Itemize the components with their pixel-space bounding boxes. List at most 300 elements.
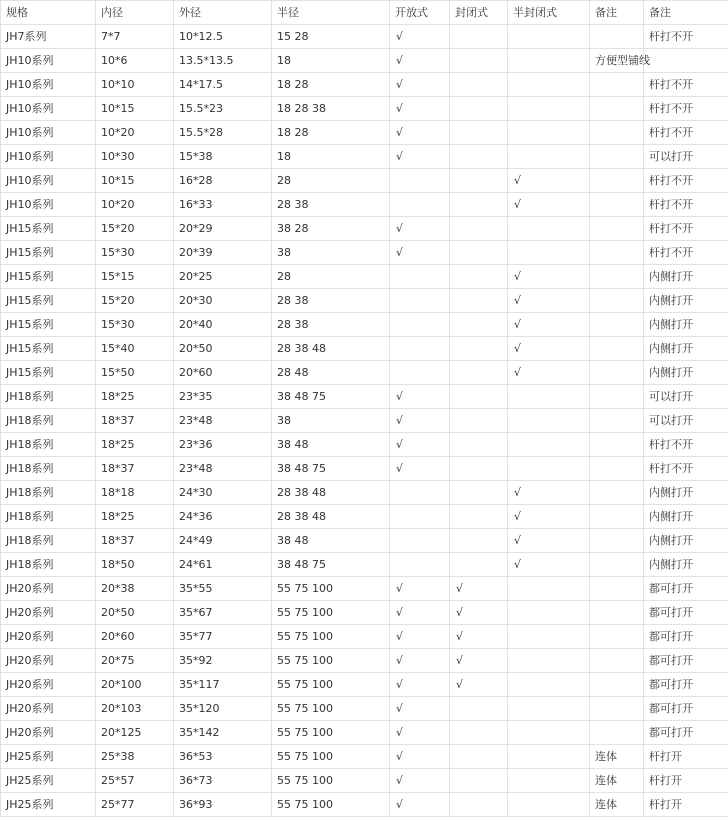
cell-spec: JH10系列 [1, 97, 96, 121]
cell-remark-2: 杆打不开 [644, 169, 728, 193]
cell-remark-2 [644, 49, 728, 73]
cell-remark-2: 内侧打开 [644, 529, 728, 553]
cell-remark-1 [590, 457, 644, 481]
cell-remark-1 [590, 337, 644, 361]
cell-closed-type [450, 529, 508, 553]
cell-inner-diameter: 15*20 [96, 217, 174, 241]
table-row [1, 49, 728, 73]
cell-open-type [390, 505, 450, 529]
cell-outer-diameter: 24*30 [174, 481, 272, 505]
cell-inner-diameter: 18*37 [96, 409, 174, 433]
cell-semi-closed-type: √ [508, 553, 590, 577]
cell-radius: 38 48 75 [272, 457, 390, 481]
cell-inner-diameter: 10*30 [96, 145, 174, 169]
cell-radius: 38 [272, 241, 390, 265]
cell-open-type [390, 289, 450, 313]
cell-spec: JH15系列 [1, 361, 96, 385]
cell-radius: 55 75 100 [272, 649, 390, 673]
cell-spec: JH25系列 [1, 769, 96, 793]
cell-outer-diameter: 20*25 [174, 265, 272, 289]
cell-remark-2: 内侧打开 [644, 553, 728, 577]
cell-inner-diameter: 15*30 [96, 313, 174, 337]
header-closed-type: 封闭式 [450, 1, 508, 25]
cell-outer-diameter: 35*55 [174, 577, 272, 601]
cell-closed-type [450, 433, 508, 457]
cell-open-type [390, 553, 450, 577]
cell-semi-closed-type [508, 697, 590, 721]
cell-semi-closed-type: √ [508, 193, 590, 217]
cell-remark-1 [590, 601, 644, 625]
cell-open-type: √ [390, 745, 450, 769]
cell-remark-2: 杆打不开 [644, 97, 728, 121]
cell-remark-1 [590, 25, 644, 49]
cell-open-type: √ [390, 409, 450, 433]
table-body [1, 25, 728, 817]
cell-remark-2: 可以打开 [644, 385, 728, 409]
cell-open-type: √ [390, 49, 450, 73]
header-spec: 规格 [1, 1, 96, 25]
cell-spec: JH15系列 [1, 241, 96, 265]
table-row [1, 505, 728, 529]
cell-closed-type [450, 193, 508, 217]
cell-outer-diameter: 35*67 [174, 601, 272, 625]
cell-radius: 18 28 [272, 73, 390, 97]
cell-inner-diameter: 10*15 [96, 169, 174, 193]
cell-open-type: √ [390, 145, 450, 169]
table-row [1, 145, 728, 169]
cell-remark-1 [590, 313, 644, 337]
table-row [1, 337, 728, 361]
table-row [1, 577, 728, 601]
cell-radius: 28 [272, 265, 390, 289]
cell-outer-diameter: 20*30 [174, 289, 272, 313]
cell-outer-diameter: 23*48 [174, 409, 272, 433]
cell-remark-2: 都可打开 [644, 673, 728, 697]
cell-spec: JH20系列 [1, 721, 96, 745]
cell-inner-diameter: 18*37 [96, 529, 174, 553]
cell-open-type [390, 529, 450, 553]
cell-open-type: √ [390, 673, 450, 697]
cell-spec: JH15系列 [1, 265, 96, 289]
cell-radius: 55 75 100 [272, 745, 390, 769]
cell-outer-diameter: 23*36 [174, 433, 272, 457]
cell-open-type: √ [390, 25, 450, 49]
table-row [1, 673, 728, 697]
cell-spec: JH15系列 [1, 313, 96, 337]
cell-remark-1 [590, 481, 644, 505]
table-row [1, 265, 728, 289]
cell-semi-closed-type [508, 601, 590, 625]
cell-remark-1 [590, 193, 644, 217]
cell-remark-2: 内侧打开 [644, 337, 728, 361]
table-row [1, 625, 728, 649]
cell-radius: 28 38 48 [272, 337, 390, 361]
cell-closed-type [450, 49, 508, 73]
cell-outer-diameter: 16*33 [174, 193, 272, 217]
cell-semi-closed-type [508, 745, 590, 769]
cell-remark-1 [590, 409, 644, 433]
cell-semi-closed-type [508, 793, 590, 817]
cell-closed-type [450, 265, 508, 289]
cell-remark-1 [590, 265, 644, 289]
cell-spec: JH18系列 [1, 529, 96, 553]
cell-radius: 28 38 [272, 289, 390, 313]
cell-remark-1 [590, 673, 644, 697]
cell-closed-type [450, 169, 508, 193]
cell-inner-diameter: 20*38 [96, 577, 174, 601]
header-remark-2: 备注 [644, 1, 728, 25]
cell-open-type: √ [390, 649, 450, 673]
cell-outer-diameter: 16*28 [174, 169, 272, 193]
cell-remark-1 [590, 649, 644, 673]
cell-closed-type: √ [450, 673, 508, 697]
cell-remark-2: 内侧打开 [644, 481, 728, 505]
cell-remark-2: 杆打不开 [644, 433, 728, 457]
cell-remark-2: 内侧打开 [644, 265, 728, 289]
cell-outer-diameter: 35*117 [174, 673, 272, 697]
cell-open-type [390, 193, 450, 217]
cell-inner-diameter: 18*50 [96, 553, 174, 577]
cell-remark-1: 连体 [590, 769, 644, 793]
cell-inner-diameter: 20*125 [96, 721, 174, 745]
cell-semi-closed-type [508, 433, 590, 457]
table-row [1, 193, 728, 217]
cell-closed-type [450, 745, 508, 769]
cell-spec: JH15系列 [1, 337, 96, 361]
header-remark-1: 备注 [590, 1, 644, 25]
cell-spec: JH10系列 [1, 145, 96, 169]
cell-remark-1 [590, 361, 644, 385]
cell-open-type: √ [390, 769, 450, 793]
cell-inner-diameter: 18*18 [96, 481, 174, 505]
cell-outer-diameter: 20*60 [174, 361, 272, 385]
cell-remark-2: 内侧打开 [644, 361, 728, 385]
cell-open-type: √ [390, 601, 450, 625]
cell-radius: 38 48 75 [272, 553, 390, 577]
cell-radius: 28 [272, 169, 390, 193]
cell-semi-closed-type [508, 769, 590, 793]
cell-outer-diameter: 35*120 [174, 697, 272, 721]
table-row [1, 433, 728, 457]
cell-inner-diameter: 20*75 [96, 649, 174, 673]
cell-remark-1 [590, 553, 644, 577]
header-outer-diameter: 外径 [174, 1, 272, 25]
header-radius: 半径 [272, 1, 390, 25]
table-row [1, 601, 728, 625]
cell-inner-diameter: 10*6 [96, 49, 174, 73]
cell-spec: JH20系列 [1, 625, 96, 649]
cell-remark-2: 杆打开 [644, 793, 728, 817]
table-row [1, 745, 728, 769]
cell-closed-type [450, 25, 508, 49]
cell-closed-type [450, 553, 508, 577]
cell-outer-diameter: 35*92 [174, 649, 272, 673]
cell-outer-diameter: 23*48 [174, 457, 272, 481]
cell-semi-closed-type [508, 577, 590, 601]
cell-semi-closed-type [508, 649, 590, 673]
cell-semi-closed-type [508, 673, 590, 697]
table-row [1, 73, 728, 97]
cell-spec: JH10系列 [1, 49, 96, 73]
cell-inner-diameter: 15*30 [96, 241, 174, 265]
cell-remark-1: 连体 [590, 745, 644, 769]
cell-closed-type [450, 793, 508, 817]
cell-remark-1 [590, 505, 644, 529]
cell-closed-type: √ [450, 625, 508, 649]
cell-spec: JH18系列 [1, 457, 96, 481]
cell-remark-1 [590, 73, 644, 97]
cell-remark-2: 杆打不开 [644, 241, 728, 265]
cell-radius: 38 48 75 [272, 385, 390, 409]
cell-closed-type [450, 289, 508, 313]
cell-semi-closed-type [508, 73, 590, 97]
cell-outer-diameter: 36*93 [174, 793, 272, 817]
cell-open-type: √ [390, 241, 450, 265]
cell-semi-closed-type [508, 25, 590, 49]
cell-semi-closed-type: √ [508, 337, 590, 361]
cell-inner-diameter: 18*37 [96, 457, 174, 481]
cell-remark-1 [590, 97, 644, 121]
cell-remark-2: 内侧打开 [644, 313, 728, 337]
cell-closed-type [450, 313, 508, 337]
header-open-type: 开放式 [390, 1, 450, 25]
cell-semi-closed-type: √ [508, 481, 590, 505]
cell-radius: 55 75 100 [272, 697, 390, 721]
cell-inner-diameter: 20*60 [96, 625, 174, 649]
cell-outer-diameter: 15.5*23 [174, 97, 272, 121]
cell-semi-closed-type [508, 49, 590, 73]
cell-spec: JH15系列 [1, 289, 96, 313]
cell-open-type: √ [390, 793, 450, 817]
cell-remark-2: 杆打开 [644, 769, 728, 793]
cell-radius: 55 75 100 [272, 793, 390, 817]
cell-remark-1 [590, 529, 644, 553]
cell-closed-type [450, 697, 508, 721]
cell-remark-1 [590, 385, 644, 409]
table-row [1, 241, 728, 265]
cell-open-type [390, 169, 450, 193]
cell-inner-diameter: 18*25 [96, 385, 174, 409]
cell-outer-diameter: 15*38 [174, 145, 272, 169]
cell-semi-closed-type [508, 385, 590, 409]
cell-spec: JH18系列 [1, 505, 96, 529]
cell-open-type: √ [390, 625, 450, 649]
cell-remark-2: 可以打开 [644, 145, 728, 169]
cell-open-type [390, 265, 450, 289]
cell-semi-closed-type [508, 217, 590, 241]
cell-spec: JH20系列 [1, 697, 96, 721]
cell-remark-1 [590, 721, 644, 745]
cell-semi-closed-type [508, 97, 590, 121]
cell-radius: 28 38 48 [272, 481, 390, 505]
cell-remark-2: 杆打不开 [644, 217, 728, 241]
cell-open-type: √ [390, 721, 450, 745]
cell-semi-closed-type: √ [508, 529, 590, 553]
cell-radius: 38 48 [272, 433, 390, 457]
cell-spec: JH18系列 [1, 409, 96, 433]
cell-spec: JH25系列 [1, 745, 96, 769]
cell-open-type: √ [390, 697, 450, 721]
cell-semi-closed-type [508, 409, 590, 433]
table-row [1, 697, 728, 721]
cell-inner-diameter: 10*10 [96, 73, 174, 97]
cell-radius: 28 38 [272, 313, 390, 337]
cell-radius: 55 75 100 [272, 601, 390, 625]
cell-closed-type: √ [450, 649, 508, 673]
table-row [1, 361, 728, 385]
cell-closed-type [450, 481, 508, 505]
table-row [1, 649, 728, 673]
cell-radius: 38 [272, 409, 390, 433]
cell-remark-1: 方便型铺线 [590, 49, 644, 73]
cell-spec: JH10系列 [1, 193, 96, 217]
cell-spec: JH18系列 [1, 385, 96, 409]
table-row [1, 313, 728, 337]
cell-semi-closed-type [508, 121, 590, 145]
cell-open-type: √ [390, 217, 450, 241]
cell-remark-1 [590, 121, 644, 145]
cell-semi-closed-type: √ [508, 265, 590, 289]
cell-radius: 18 [272, 145, 390, 169]
cell-closed-type: √ [450, 577, 508, 601]
table-row [1, 553, 728, 577]
cell-remark-2: 杆打开 [644, 745, 728, 769]
cell-outer-diameter: 13.5*13.5 [174, 49, 272, 73]
cell-outer-diameter: 24*49 [174, 529, 272, 553]
cell-semi-closed-type: √ [508, 505, 590, 529]
cell-closed-type [450, 721, 508, 745]
cell-inner-diameter: 20*100 [96, 673, 174, 697]
cell-inner-diameter: 20*50 [96, 601, 174, 625]
cell-closed-type [450, 121, 508, 145]
cell-radius: 38 48 [272, 529, 390, 553]
cell-closed-type [450, 145, 508, 169]
cell-closed-type [450, 457, 508, 481]
cell-inner-diameter: 7*7 [96, 25, 174, 49]
cell-closed-type [450, 409, 508, 433]
cell-outer-diameter: 24*61 [174, 553, 272, 577]
cell-inner-diameter: 18*25 [96, 433, 174, 457]
table-row [1, 385, 728, 409]
cell-remark-2: 都可打开 [644, 649, 728, 673]
cell-radius: 55 75 100 [272, 577, 390, 601]
cell-closed-type [450, 769, 508, 793]
cell-inner-diameter: 20*103 [96, 697, 174, 721]
cell-closed-type [450, 97, 508, 121]
cell-remark-2: 都可打开 [644, 577, 728, 601]
cell-closed-type [450, 361, 508, 385]
cell-semi-closed-type [508, 625, 590, 649]
header-semi-closed-type: 半封闭式 [508, 1, 590, 25]
cell-remark-1 [590, 289, 644, 313]
cell-outer-diameter: 35*77 [174, 625, 272, 649]
cell-closed-type: √ [450, 601, 508, 625]
cell-spec: JH20系列 [1, 601, 96, 625]
cell-remark-2: 杆打不开 [644, 193, 728, 217]
cell-inner-diameter: 15*50 [96, 361, 174, 385]
cell-spec: JH18系列 [1, 481, 96, 505]
cell-radius: 18 28 [272, 121, 390, 145]
cell-inner-diameter: 18*25 [96, 505, 174, 529]
cell-semi-closed-type: √ [508, 313, 590, 337]
cell-closed-type [450, 385, 508, 409]
cell-spec: JH18系列 [1, 553, 96, 577]
table-row [1, 529, 728, 553]
cell-remark-2: 都可打开 [644, 697, 728, 721]
cell-outer-diameter: 20*39 [174, 241, 272, 265]
cell-outer-diameter: 36*53 [174, 745, 272, 769]
cell-outer-diameter: 35*142 [174, 721, 272, 745]
table-row [1, 121, 728, 145]
cell-open-type [390, 481, 450, 505]
cell-outer-diameter: 20*29 [174, 217, 272, 241]
cell-inner-diameter: 10*20 [96, 193, 174, 217]
cell-spec: JH10系列 [1, 121, 96, 145]
cell-inner-diameter: 25*57 [96, 769, 174, 793]
cell-spec: JH10系列 [1, 73, 96, 97]
cell-radius: 18 [272, 49, 390, 73]
cell-inner-diameter: 10*15 [96, 97, 174, 121]
cell-semi-closed-type [508, 145, 590, 169]
table-row [1, 769, 728, 793]
cell-inner-diameter: 15*20 [96, 289, 174, 313]
cell-remark-1: 连体 [590, 793, 644, 817]
cell-inner-diameter: 25*77 [96, 793, 174, 817]
cell-radius: 15 28 [272, 25, 390, 49]
cell-open-type: √ [390, 97, 450, 121]
cell-semi-closed-type [508, 721, 590, 745]
cell-remark-2: 都可打开 [644, 721, 728, 745]
cell-closed-type [450, 505, 508, 529]
cell-closed-type [450, 217, 508, 241]
table-header-row [1, 1, 728, 25]
cell-remark-1 [590, 625, 644, 649]
cell-radius: 38 28 [272, 217, 390, 241]
table-row [1, 793, 728, 817]
cell-remark-2: 杆打不开 [644, 73, 728, 97]
cell-inner-diameter: 25*38 [96, 745, 174, 769]
cell-outer-diameter: 10*12.5 [174, 25, 272, 49]
cell-semi-closed-type: √ [508, 289, 590, 313]
table-row [1, 97, 728, 121]
cell-remark-2: 都可打开 [644, 625, 728, 649]
cell-spec: JH25系列 [1, 793, 96, 817]
cell-open-type: √ [390, 457, 450, 481]
table-row [1, 457, 728, 481]
cell-inner-diameter: 15*15 [96, 265, 174, 289]
cell-open-type [390, 337, 450, 361]
cell-outer-diameter: 36*73 [174, 769, 272, 793]
cell-open-type: √ [390, 385, 450, 409]
cell-remark-1 [590, 145, 644, 169]
cell-radius: 55 75 100 [272, 769, 390, 793]
cell-remark-2: 内侧打开 [644, 505, 728, 529]
cell-open-type: √ [390, 577, 450, 601]
cell-remark-2: 杆打不开 [644, 25, 728, 49]
table-row [1, 217, 728, 241]
cell-spec: JH7系列 [1, 25, 96, 49]
table-row [1, 409, 728, 433]
cell-radius: 28 38 48 [272, 505, 390, 529]
cell-radius: 55 75 100 [272, 721, 390, 745]
table-row [1, 721, 728, 745]
cell-spec: JH10系列 [1, 169, 96, 193]
cell-outer-diameter: 14*17.5 [174, 73, 272, 97]
cell-open-type: √ [390, 73, 450, 97]
cell-closed-type [450, 337, 508, 361]
cell-radius: 18 28 38 [272, 97, 390, 121]
cell-remark-2: 内侧打开 [644, 289, 728, 313]
